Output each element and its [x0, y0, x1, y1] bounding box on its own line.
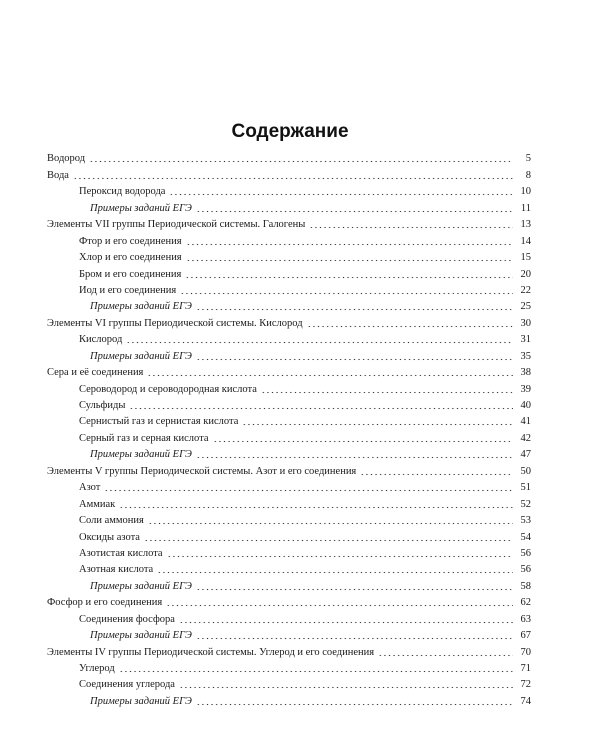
toc-entry-title: Фосфор и его соединения — [47, 597, 163, 609]
toc-entry-page-number: 35 — [520, 350, 531, 362]
toc-entry[interactable] — [47, 216, 531, 232]
dot-leader — [213, 432, 514, 443]
toc-entry-page-number: 13 — [520, 219, 531, 231]
dot-leader — [196, 695, 513, 706]
dot-leader — [261, 383, 513, 394]
dot-leader — [167, 547, 513, 558]
toc-entry-title: Хлор и его соединения — [79, 252, 182, 264]
dot-leader — [196, 202, 513, 213]
toc-entry-title: Примеры заданий ЕГЭ — [90, 630, 192, 642]
toc-entry-title: Аммиак — [79, 498, 116, 510]
toc-entry-title: Примеры заданий ЕГЭ — [90, 449, 192, 461]
dot-leader — [119, 662, 513, 673]
toc-entry[interactable] — [47, 545, 531, 561]
toc-entry-title: Фтор и его соединения — [79, 235, 182, 247]
dot-leader — [196, 629, 513, 640]
toc-entry-title: Примеры заданий ЕГЭ — [90, 202, 192, 214]
toc-entry-page-number: 15 — [520, 252, 531, 264]
toc-entry[interactable] — [47, 495, 531, 511]
dot-leader — [119, 498, 513, 509]
toc-entry-page-number: 42 — [520, 432, 531, 444]
toc-entry[interactable] — [47, 610, 531, 626]
toc-entry[interactable] — [47, 594, 531, 610]
dot-leader — [242, 415, 513, 426]
toc-entry-page-number: 52 — [520, 498, 531, 510]
dot-leader — [144, 531, 513, 542]
dot-leader — [186, 251, 513, 262]
toc-entry-title: Иод и его соединения — [79, 284, 177, 296]
toc-entry[interactable] — [47, 446, 531, 462]
toc-entry-title: Элементы V группы Периодической системы. Азот и его соединения — [47, 465, 357, 477]
page-title: Содержание — [231, 121, 349, 142]
toc-entry-title: Углерод — [79, 663, 115, 674]
toc-entry-page-number: 14 — [520, 235, 531, 247]
toc-entry-page-number: 56 — [520, 564, 531, 576]
toc-entry-title: Водород — [47, 153, 86, 165]
toc-entry[interactable] — [47, 232, 531, 248]
toc-entry[interactable] — [47, 347, 531, 363]
toc-entry[interactable] — [47, 561, 531, 577]
dot-leader — [89, 152, 513, 163]
toc-entry[interactable] — [47, 462, 531, 478]
toc-entry-title: Соединения фосфора — [79, 613, 175, 625]
toc-entry[interactable] — [47, 660, 531, 676]
dot-leader — [169, 185, 513, 196]
toc-entry-title: Соли аммония — [79, 515, 144, 527]
toc-entry-page-number: 30 — [520, 317, 531, 329]
toc-entry-page-number: 38 — [520, 367, 531, 379]
toc-entry[interactable] — [47, 166, 531, 182]
toc-entry-page-number: 67 — [520, 630, 531, 642]
dot-leader — [307, 317, 513, 328]
toc-entry-page-number: 5 — [525, 153, 531, 165]
toc-entry-title: Бром и его соединения — [79, 268, 182, 280]
toc-entry-title: Примеры заданий ЕГЭ — [90, 580, 192, 592]
toc-entry-page-number: 10 — [520, 186, 531, 198]
toc-entry[interactable] — [47, 676, 531, 692]
toc-entry-title: Элементы IV группы Периодической системы. Углерод и его соединения — [47, 646, 375, 658]
toc-entry-title: Пероксид водорода — [79, 186, 166, 198]
toc-entry-page-number: 71 — [520, 663, 531, 674]
toc-entry-title: Азот — [79, 482, 101, 494]
toc-entry-page-number: 62 — [520, 597, 531, 609]
dot-leader — [186, 235, 513, 246]
toc-entry[interactable] — [47, 331, 531, 347]
toc-entry-page-number: 56 — [520, 547, 531, 559]
dot-leader — [185, 268, 513, 279]
toc-entry-page-number: 31 — [520, 334, 531, 346]
dot-leader — [129, 399, 513, 410]
toc-entry-title: Азотистая кислота — [79, 547, 163, 559]
toc-entry[interactable] — [47, 199, 531, 215]
toc-entry-title: Вода — [47, 169, 69, 181]
toc-entry-page-number: 40 — [520, 400, 531, 411]
toc-entry-page-number: 41 — [520, 416, 531, 428]
toc-entry-title: Сернистый газ и сернистая кислота — [79, 416, 239, 428]
toc-entry[interactable] — [47, 298, 531, 314]
toc-entry[interactable] — [47, 183, 531, 199]
toc-entry-title: Азотная кислота — [79, 564, 154, 576]
dot-leader — [179, 613, 513, 624]
toc-entry-page-number: 72 — [520, 679, 531, 691]
toc-entry-page-number: 70 — [520, 646, 531, 658]
dot-leader — [166, 596, 513, 607]
dot-leader — [148, 514, 513, 525]
toc-entry[interactable] — [47, 429, 531, 445]
dot-leader — [147, 366, 513, 377]
toc-entry-page-number: 20 — [520, 268, 531, 280]
toc-entry-title: Серный газ и серная кислота — [79, 432, 209, 444]
toc-entry-page-number: 39 — [520, 383, 531, 395]
dot-leader — [196, 448, 513, 459]
toc-entry-page-number: 63 — [520, 613, 531, 625]
toc-entry-title: Элементы VII группы Периодической системы. Галогены — [47, 219, 306, 231]
toc-entry-page-number: 8 — [525, 169, 531, 181]
toc-entry[interactable] — [47, 380, 531, 396]
toc-entry[interactable] — [47, 479, 531, 495]
toc-entry[interactable] — [47, 397, 531, 413]
toc-entry[interactable] — [47, 643, 531, 659]
toc-entry-page-number: 53 — [520, 515, 531, 527]
toc-entry-title: Сера и её соединения — [47, 367, 144, 379]
toc-entry-title: Оксиды азота — [79, 531, 140, 543]
toc-entry-title: Сероводород и сероводородная кислота — [79, 383, 257, 395]
toc-entry-page-number: 11 — [520, 202, 531, 214]
toc-entry-page-number: 58 — [520, 580, 531, 592]
toc-entry-page-number: 22 — [520, 284, 531, 296]
toc-entry[interactable] — [47, 512, 531, 528]
dot-leader — [179, 678, 513, 689]
toc-entry[interactable] — [47, 282, 531, 298]
toc-entry-page-number: 50 — [520, 465, 531, 477]
dot-leader — [309, 218, 513, 229]
dot-leader — [378, 646, 513, 657]
toc-entry-page-number: 51 — [520, 482, 531, 494]
toc-entry[interactable] — [47, 413, 531, 429]
toc-entry-title: Примеры заданий ЕГЭ — [90, 301, 192, 313]
toc-entry-page-number: 54 — [520, 531, 531, 543]
toc-entry-page-number: 47 — [520, 449, 531, 461]
dot-leader — [360, 465, 513, 476]
dot-leader — [104, 481, 513, 492]
toc-entry-title: Элементы VI группы Периодической системы. Кислород — [47, 317, 303, 329]
dot-leader — [180, 284, 513, 295]
toc-entry[interactable] — [47, 364, 531, 380]
toc-entry[interactable] — [47, 528, 531, 544]
toc-entry-title: Примеры заданий ЕГЭ — [90, 695, 192, 707]
toc-entry[interactable] — [47, 314, 531, 330]
dot-leader — [196, 300, 513, 311]
toc-entry-title: Кислород — [79, 334, 123, 346]
dot-leader — [126, 333, 513, 344]
toc-entry-title: Сульфиды — [79, 400, 126, 411]
toc-entry[interactable] — [47, 692, 531, 708]
toc-entry[interactable] — [47, 577, 531, 593]
toc-entry[interactable] — [47, 150, 531, 166]
toc-entry-page-number: 25 — [520, 301, 531, 313]
table-of-contents — [47, 150, 531, 709]
dot-leader — [196, 350, 513, 361]
dot-leader — [196, 580, 513, 591]
toc-entry[interactable] — [47, 265, 531, 281]
dot-leader — [73, 169, 513, 180]
toc-entry-title: Примеры заданий ЕГЭ — [90, 350, 192, 362]
toc-entry-title: Соединения углерода — [79, 679, 175, 691]
toc-entry[interactable] — [47, 249, 531, 265]
toc-entry[interactable] — [47, 627, 531, 643]
dot-leader — [157, 563, 513, 574]
toc-entry-page-number: 74 — [520, 695, 531, 707]
